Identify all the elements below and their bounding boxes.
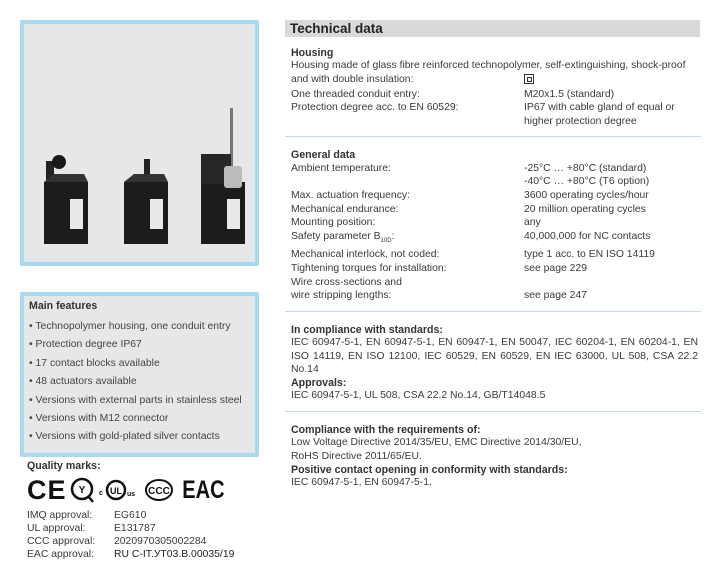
svg-text:CCC: CCC xyxy=(147,486,170,497)
feature-item: • 48 actuators available xyxy=(29,373,242,391)
main-features-title: Main features xyxy=(29,300,98,312)
svg-text:Y: Y xyxy=(78,485,85,496)
svg-text:UL: UL xyxy=(109,486,122,496)
requirements-title: Compliance with the requirements of: xyxy=(291,423,481,436)
approvals-list xyxy=(27,509,234,561)
feature-item: • Protection degree IP67 xyxy=(29,336,242,354)
standards-title: In compliance with standards: xyxy=(291,323,443,336)
technical-data-body: Housing Housing made of glass fibre reinforced technopolymer, self-extinguishing, shock-proof and with double insulation: One threaded conduit entry: M20x1.5 (standard) Protection degree acc. to EN 60529: IP67 with cable gland of equal or higher protection degree General data Ambient temperature: -25°C … +80°C (standard) -40°C … +80°C (T6 option) Max. actuation frequency: 3600 operating cycles/hour Mechanical endurance: 20 million operating cycles Mounting position: any Safety parameter $B_{10D}$: 40,000,000 for NC contacts Mechanical interlock, not coded: type 1 acc. to EN ISO 14119 Tightening torques for installation: see page 229 Wire cross-sections and wire stripping lengths: see page 247 In compliance with standards: IEC 60947-5-1, EN 60947-5-1, EN 60947-1, EN 50047, IEC 60204-1, EN 60204-1, EN ISO 14119, EN ISO 12100, IEC 60529, EN 60529, EN IEC 63000, UL 508, CSA 22.2 No.14 Approvals: IEC 60947-5-1, UL 508, CSA 22.2 No.14, GB/T14048.5 Compliance with the requirements of: Low Voltage Directive 2014/35/EU, EMC Directive 2014/30/EU, RoHS Directive 2011/65/EU. Positive contact opening in conformity with standards: IEC 60947-5-1, EN 60947-5-1. xyxy=(291,47,701,490)
quality-marks-logos xyxy=(27,476,229,504)
limit-switches-illustration xyxy=(24,24,255,262)
general-data-title: General data xyxy=(291,149,356,162)
ccc-mark-logo xyxy=(144,477,174,503)
divider xyxy=(285,311,701,312)
approval-row: EAC approval: RU C-IT.УТ03.B.00035/19 xyxy=(27,549,235,560)
positive-opening-title: Positive contact opening in conformity with standards: xyxy=(291,463,568,476)
culus-mark-logo xyxy=(99,477,141,503)
feature-item: • Technopolymer housing, one conduit entry xyxy=(29,318,242,336)
eac-mark-logo: EAC xyxy=(181,476,225,504)
technical-data-header: Technical data xyxy=(285,20,700,37)
double-insulation-icon xyxy=(524,74,534,84)
switch-rod-lever xyxy=(201,108,245,244)
svg-text:us: us xyxy=(126,491,135,498)
product-image xyxy=(20,20,259,266)
divider xyxy=(285,136,701,137)
imq-mark-logo xyxy=(70,477,96,503)
feature-item: • Versions with gold-plated silver contacts xyxy=(29,428,242,446)
switch-roller-lever xyxy=(44,155,88,244)
main-features-list xyxy=(29,318,242,447)
feature-item: • 17 contact blocks available xyxy=(29,355,242,373)
divider xyxy=(285,411,701,412)
switch-plunger xyxy=(124,159,168,244)
approval-row: IMQ approval: EG610 xyxy=(27,510,147,521)
ce-mark-logo: CE xyxy=(27,475,67,505)
quality-marks-title: Quality marks: xyxy=(27,460,101,472)
approval-row: CCC approval: 2020970305002284 xyxy=(27,536,207,547)
feature-item: • Versions with external parts in stainless steel xyxy=(29,392,242,410)
svg-text:c: c xyxy=(98,490,103,497)
main-features-box xyxy=(20,292,259,457)
housing-title: Housing xyxy=(291,47,334,59)
feature-item: • Versions with M12 connector xyxy=(29,410,242,428)
approval-row: UL approval: E131787 xyxy=(27,523,156,534)
approvals-title: Approvals: xyxy=(291,376,347,389)
